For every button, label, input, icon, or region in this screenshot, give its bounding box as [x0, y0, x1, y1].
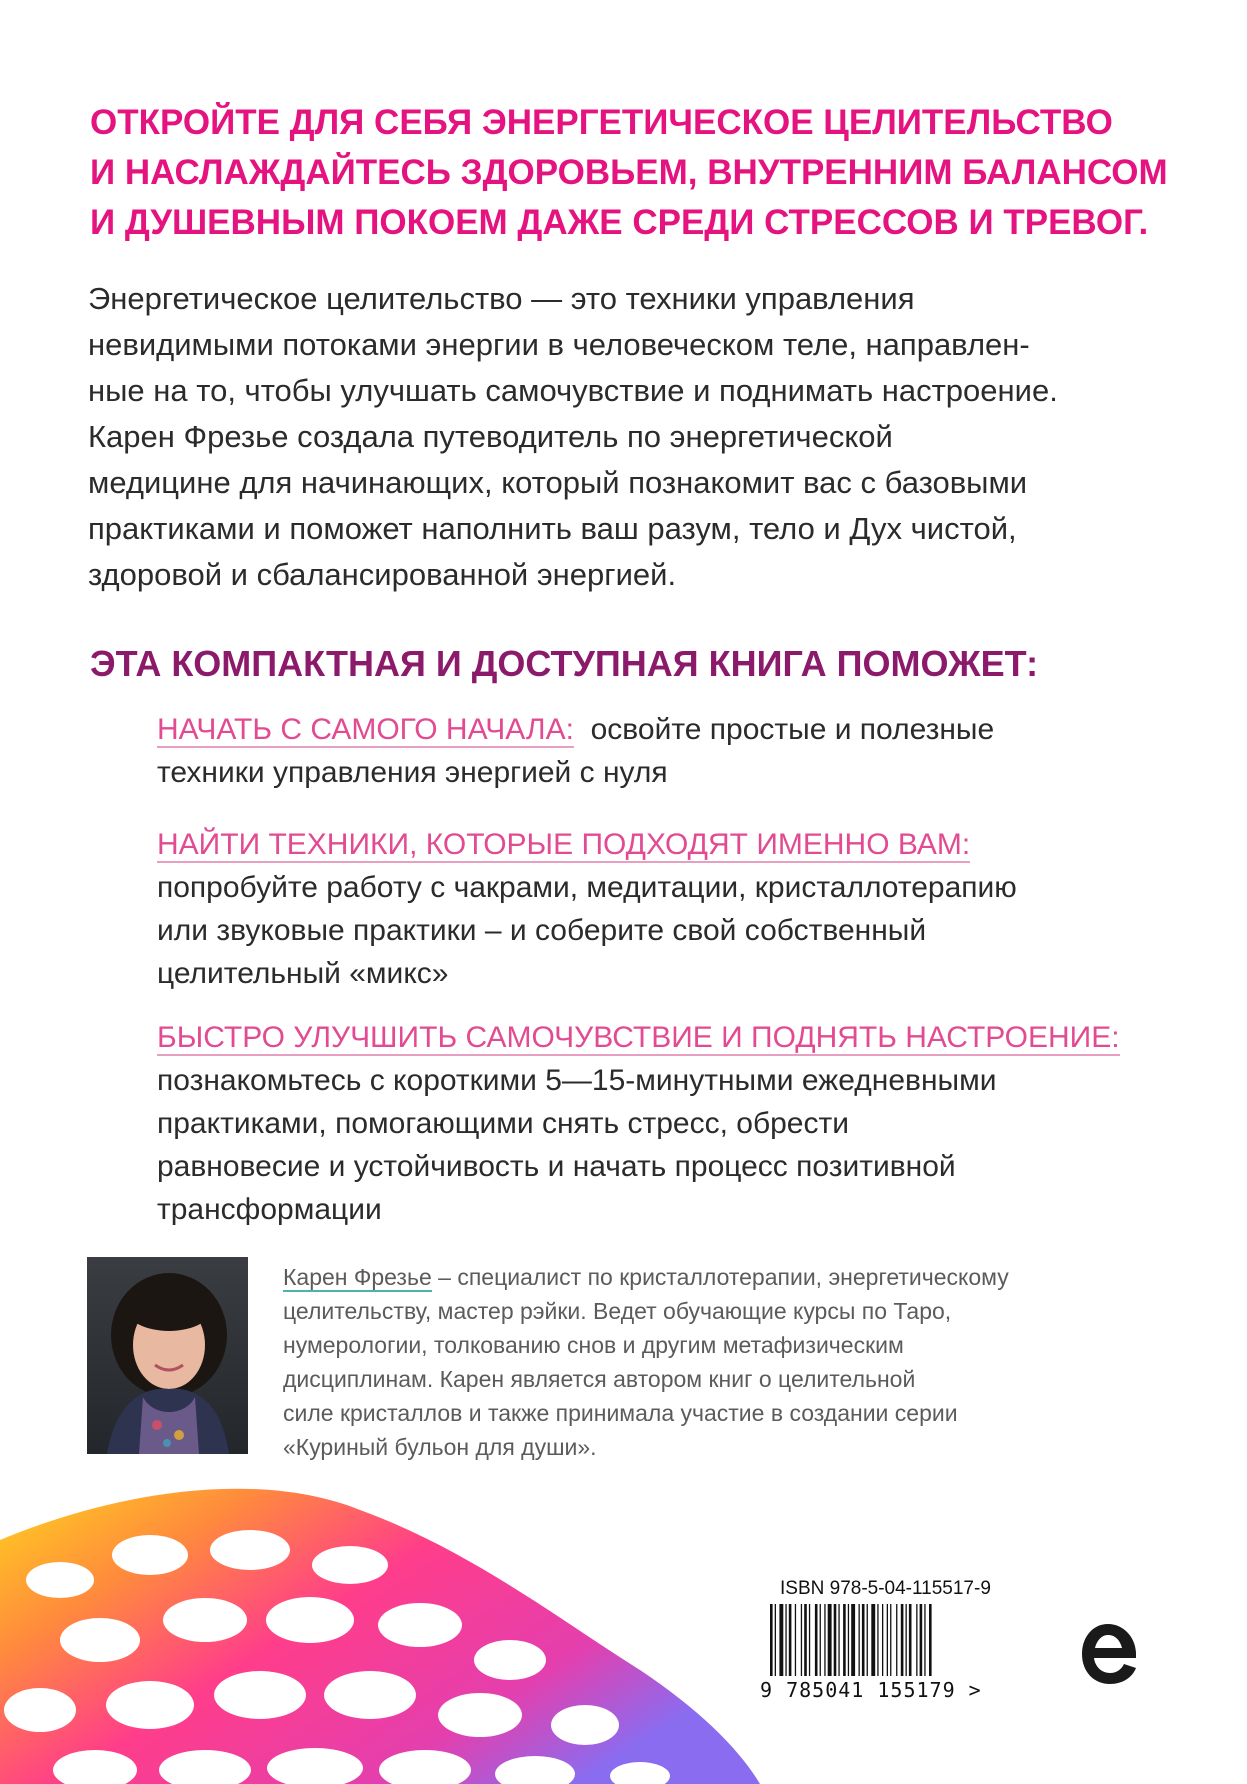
barcode-bar	[887, 1604, 888, 1676]
eksmo-logo-icon	[1078, 1620, 1138, 1688]
barcode-bar	[789, 1604, 792, 1676]
barcode-bar	[843, 1604, 846, 1676]
barcode-bar	[838, 1604, 839, 1676]
intro-paragraph	[88, 276, 1168, 598]
benefit-text: познакомьтесь с короткими 5—15-минутными ежедневными	[157, 1064, 997, 1097]
benefit-title: НАЙТИ ТЕХНИКИ, КОТОРЫЕ ПОДХОДЯТ ИМЕННО ВАМ:	[157, 828, 971, 861]
barcode-bar	[859, 1604, 860, 1676]
benefit-text: или звуковые практики – и соберите свой собственный	[157, 914, 927, 947]
barcode-bar	[920, 1604, 923, 1676]
headline-line: И НАСЛАЖДАЙТЕСЬ ЗДОРОВЬЕМ, ВНУТРЕННИМ БАЛАНСОМ	[90, 153, 1168, 192]
benefit-item	[157, 823, 1017, 995]
barcode-bar	[882, 1604, 883, 1676]
barcode-bar	[848, 1604, 849, 1676]
author-bio-line: целительству, мастер рэйки. Ведет обучающие курсы по Таро,	[283, 1298, 952, 1324]
barcode-bar	[867, 1604, 868, 1676]
intro-line: медицине для начинающих, который познакомит вас с базовыми	[88, 465, 1028, 500]
benefit-item	[157, 1016, 1120, 1231]
barcode-bar	[828, 1604, 832, 1676]
benefit-title: БЫСТРО УЛУЧШИТЬ САМОЧУВСТВИЕ И ПОДНЯТЬ НАСТРОЕНИЕ:	[157, 1021, 1120, 1054]
benefit-item	[157, 708, 994, 794]
author-name: Карен Фрезье	[283, 1264, 432, 1290]
benefit-title: НАЧАТЬ С САМОГО НАЧАЛА:	[157, 713, 574, 746]
barcode-bar	[820, 1604, 821, 1676]
benefit-text: равновесие и устойчивость и начать процесс позитивной	[157, 1150, 956, 1183]
barcode-bar	[901, 1604, 904, 1676]
barcode-bar	[924, 1604, 925, 1676]
barcode-bar	[871, 1604, 875, 1676]
gradient-mesh-pattern-icon	[0, 1470, 760, 1784]
isbn-label: ISBN 978-5-04-115517-9	[780, 1578, 991, 1599]
author-bio	[283, 1260, 1163, 1464]
intro-line: ные на то, чтобы улучшать самочувствие и поднимать настроение.	[88, 373, 1058, 408]
intro-line: невидимыми потоками энергии в человеческом теле, направлен-	[88, 327, 1030, 362]
benefit-text: трансформации	[157, 1193, 382, 1226]
headline-line: И ДУШЕВНЫМ ПОКОЕМ ДАЖЕ СРЕДИ СТРЕССОВ И ТРЕВОГ.	[90, 203, 1149, 242]
barcode-bar	[775, 1604, 776, 1676]
benefit-text: освойте простые и полезные	[590, 713, 995, 746]
barcode-bar	[929, 1604, 932, 1676]
barcode-bar	[909, 1604, 912, 1676]
barcode-bar	[779, 1604, 783, 1676]
author-bio-line: – специалист по кристаллотерапии, энергетическому	[431, 1264, 1009, 1290]
author-bio-line: «Куриный бульон для души».	[283, 1434, 597, 1460]
benefit-text: практиками, помогающими снять стресс, обрести	[157, 1107, 849, 1140]
author-bio-line: дисциплинам. Карен является автором книг о целительной	[283, 1366, 916, 1392]
headline-line: ОТКРОЙТЕ ДЛЯ СЕБЯ ЭНЕРГЕТИЧЕСКОЕ ЦЕЛИТЕЛЬСТВО	[90, 103, 1113, 142]
barcode-bar	[896, 1604, 897, 1676]
barcode-bar	[906, 1604, 907, 1676]
benefit-text: целительный «микс»	[157, 957, 449, 990]
barcode-bar	[785, 1604, 786, 1676]
author-photo	[87, 1257, 248, 1454]
intro-line: Энергетическое целительство — это техники управления	[88, 281, 915, 316]
barcode-bar	[877, 1604, 878, 1676]
barcode-bar	[801, 1604, 802, 1676]
barcode-bar	[804, 1604, 807, 1676]
benefits-heading: ЭТА КОМПАКТНАЯ И ДОСТУПНАЯ КНИГА ПОМОЖЕТ:	[90, 643, 1039, 684]
barcode	[760, 1578, 1022, 1708]
barcode-icon	[770, 1604, 1010, 1676]
author-bio-line: силе кристаллов и также принимала участие в создании серии	[283, 1400, 958, 1426]
barcode-bar	[770, 1604, 773, 1676]
barcode-bar	[795, 1604, 796, 1676]
barcode-bar	[862, 1604, 865, 1676]
barcode-bar	[916, 1604, 917, 1676]
barcode-bar	[834, 1604, 837, 1676]
author-portrait-icon	[87, 1257, 248, 1454]
isbn-digits: 9 785041 155179 >	[760, 1678, 982, 1702]
headline	[90, 98, 1170, 248]
barcode-bar	[815, 1604, 818, 1676]
intro-line: Карен Фрезье создала путеводитель по энергетической	[88, 419, 893, 454]
intro-line: здоровой и сбалансированной энергией.	[88, 557, 677, 592]
benefit-text: попробуйте работу с чакрами, медитации, кристаллотерапию	[157, 871, 1017, 904]
author-bio-line: нумерологии, толкованию снов и другим метафизическим	[283, 1332, 904, 1358]
barcode-bar	[890, 1604, 891, 1676]
barcode-bar	[824, 1604, 825, 1676]
benefit-text: техники управления энергией с нуля	[157, 756, 668, 789]
barcode-bar	[851, 1604, 855, 1676]
barcode-bar	[809, 1604, 810, 1676]
intro-line: практиками и поможет наполнить ваш разум, тело и Дух чистой,	[88, 511, 1017, 546]
